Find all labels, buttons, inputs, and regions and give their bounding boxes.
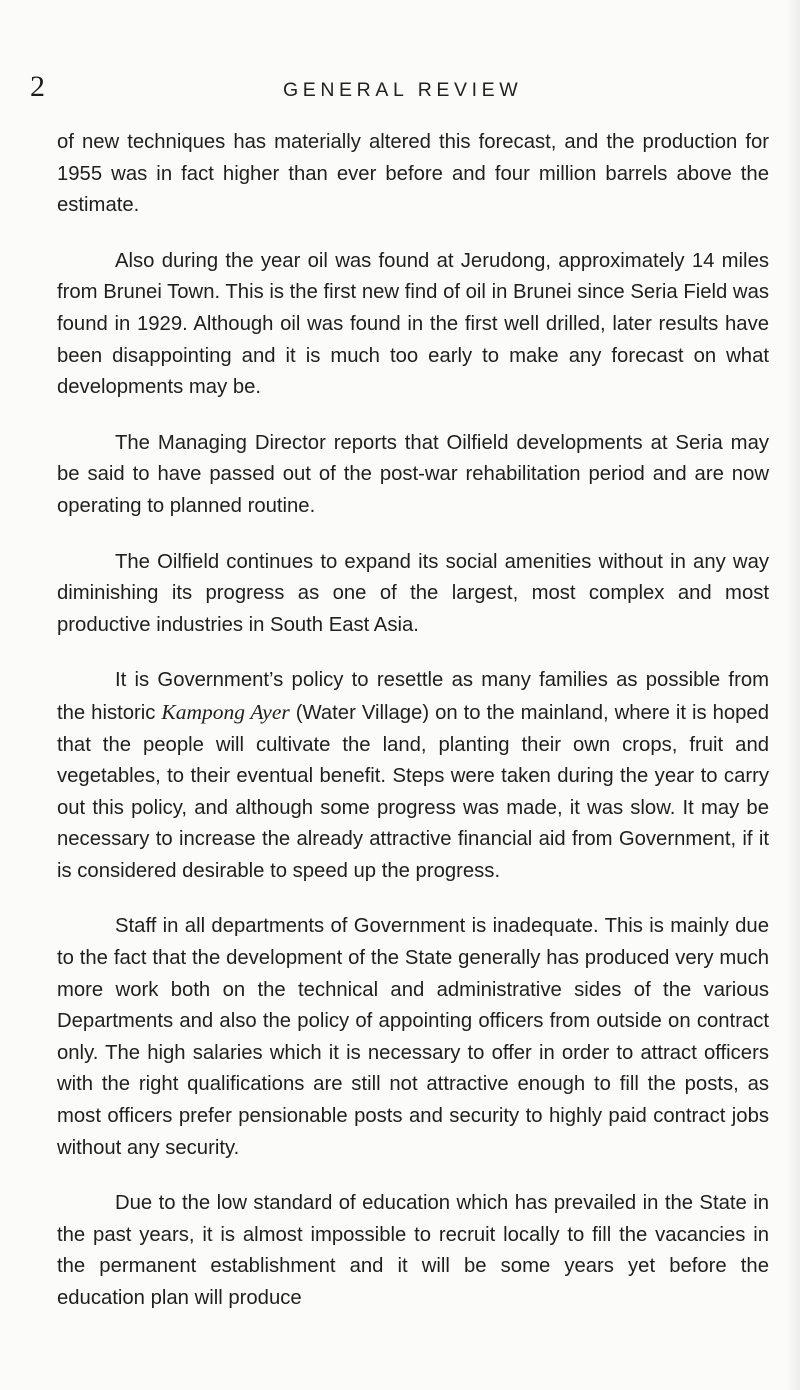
paragraph-7: Due to the low standard of education which has prevailed in the State in the past years, it is almost impossible to recruit locally to fill the vacancies in the permanent establishment and it will be some years yet before the education plan will produce: [57, 1192, 769, 1309]
body-text: [57, 127, 769, 1339]
paragraph-5-emphasis: Kampong Ayer: [161, 699, 290, 724]
running-head: GENERAL REVIEW: [283, 79, 523, 101]
paragraph-3: The Managing Director reports that Oilfield developments at Seria may be said to have passed out of the post-war rehabilitation period and are now operating to planned routine.: [57, 431, 769, 517]
page-edge-shadow: [786, 0, 800, 1390]
paragraph-4: The Oilfield continues to expand its social amenities without in any way diminishing its progress as one of the largest, most complex and most productive industries in South East Asia.: [57, 550, 769, 636]
paragraph-5-part-1: It is Government’s policy to resettle as many families as possible from the historic: [57, 669, 769, 724]
paragraph-5-part-2: (Water Village) on to the mainland, where it is hoped that the people will cultivate the land, planting their own crops, fruit and vegetables, to their eventual benefit. Steps were taken during the year to carry out this policy, and although some progress was made, it was slow. It may be necessary to increase the already attractive financial aid from Government, if it is considered desirable to speed up the progress.: [57, 701, 769, 882]
paragraph-6: Staff in all departments of Government is inadequate. This is mainly due to the fact that the development of the State generally has produced very much more work both on the technical and administrative sides of the various Departments and also the policy of appointing officers from outside on contract only. The high salaries which it is necessary to offer in order to attract officers with the right qualifications are still not attractive enough to fill the posts, as most officers prefer pensionable posts and security to highly paid contract jobs without any security.: [57, 915, 769, 1159]
paragraph-5: [57, 665, 769, 887]
paragraph-1: of new techniques has materially altered this forecast, and the production for 1955 was in fact higher than ever before and four million barrels above the estimate.: [57, 131, 769, 217]
paragraph-2: Also during the year oil was found at Jerudong, approximately 14 miles from Brunei Town. This is the first new find of oil in Brunei since Seria Field was found in 1929. Although oil was found in the first well drilled, later results have been disappointing and it is much too early to make any forecast on what developments may be.: [57, 249, 769, 399]
page-number: 2: [30, 70, 45, 103]
